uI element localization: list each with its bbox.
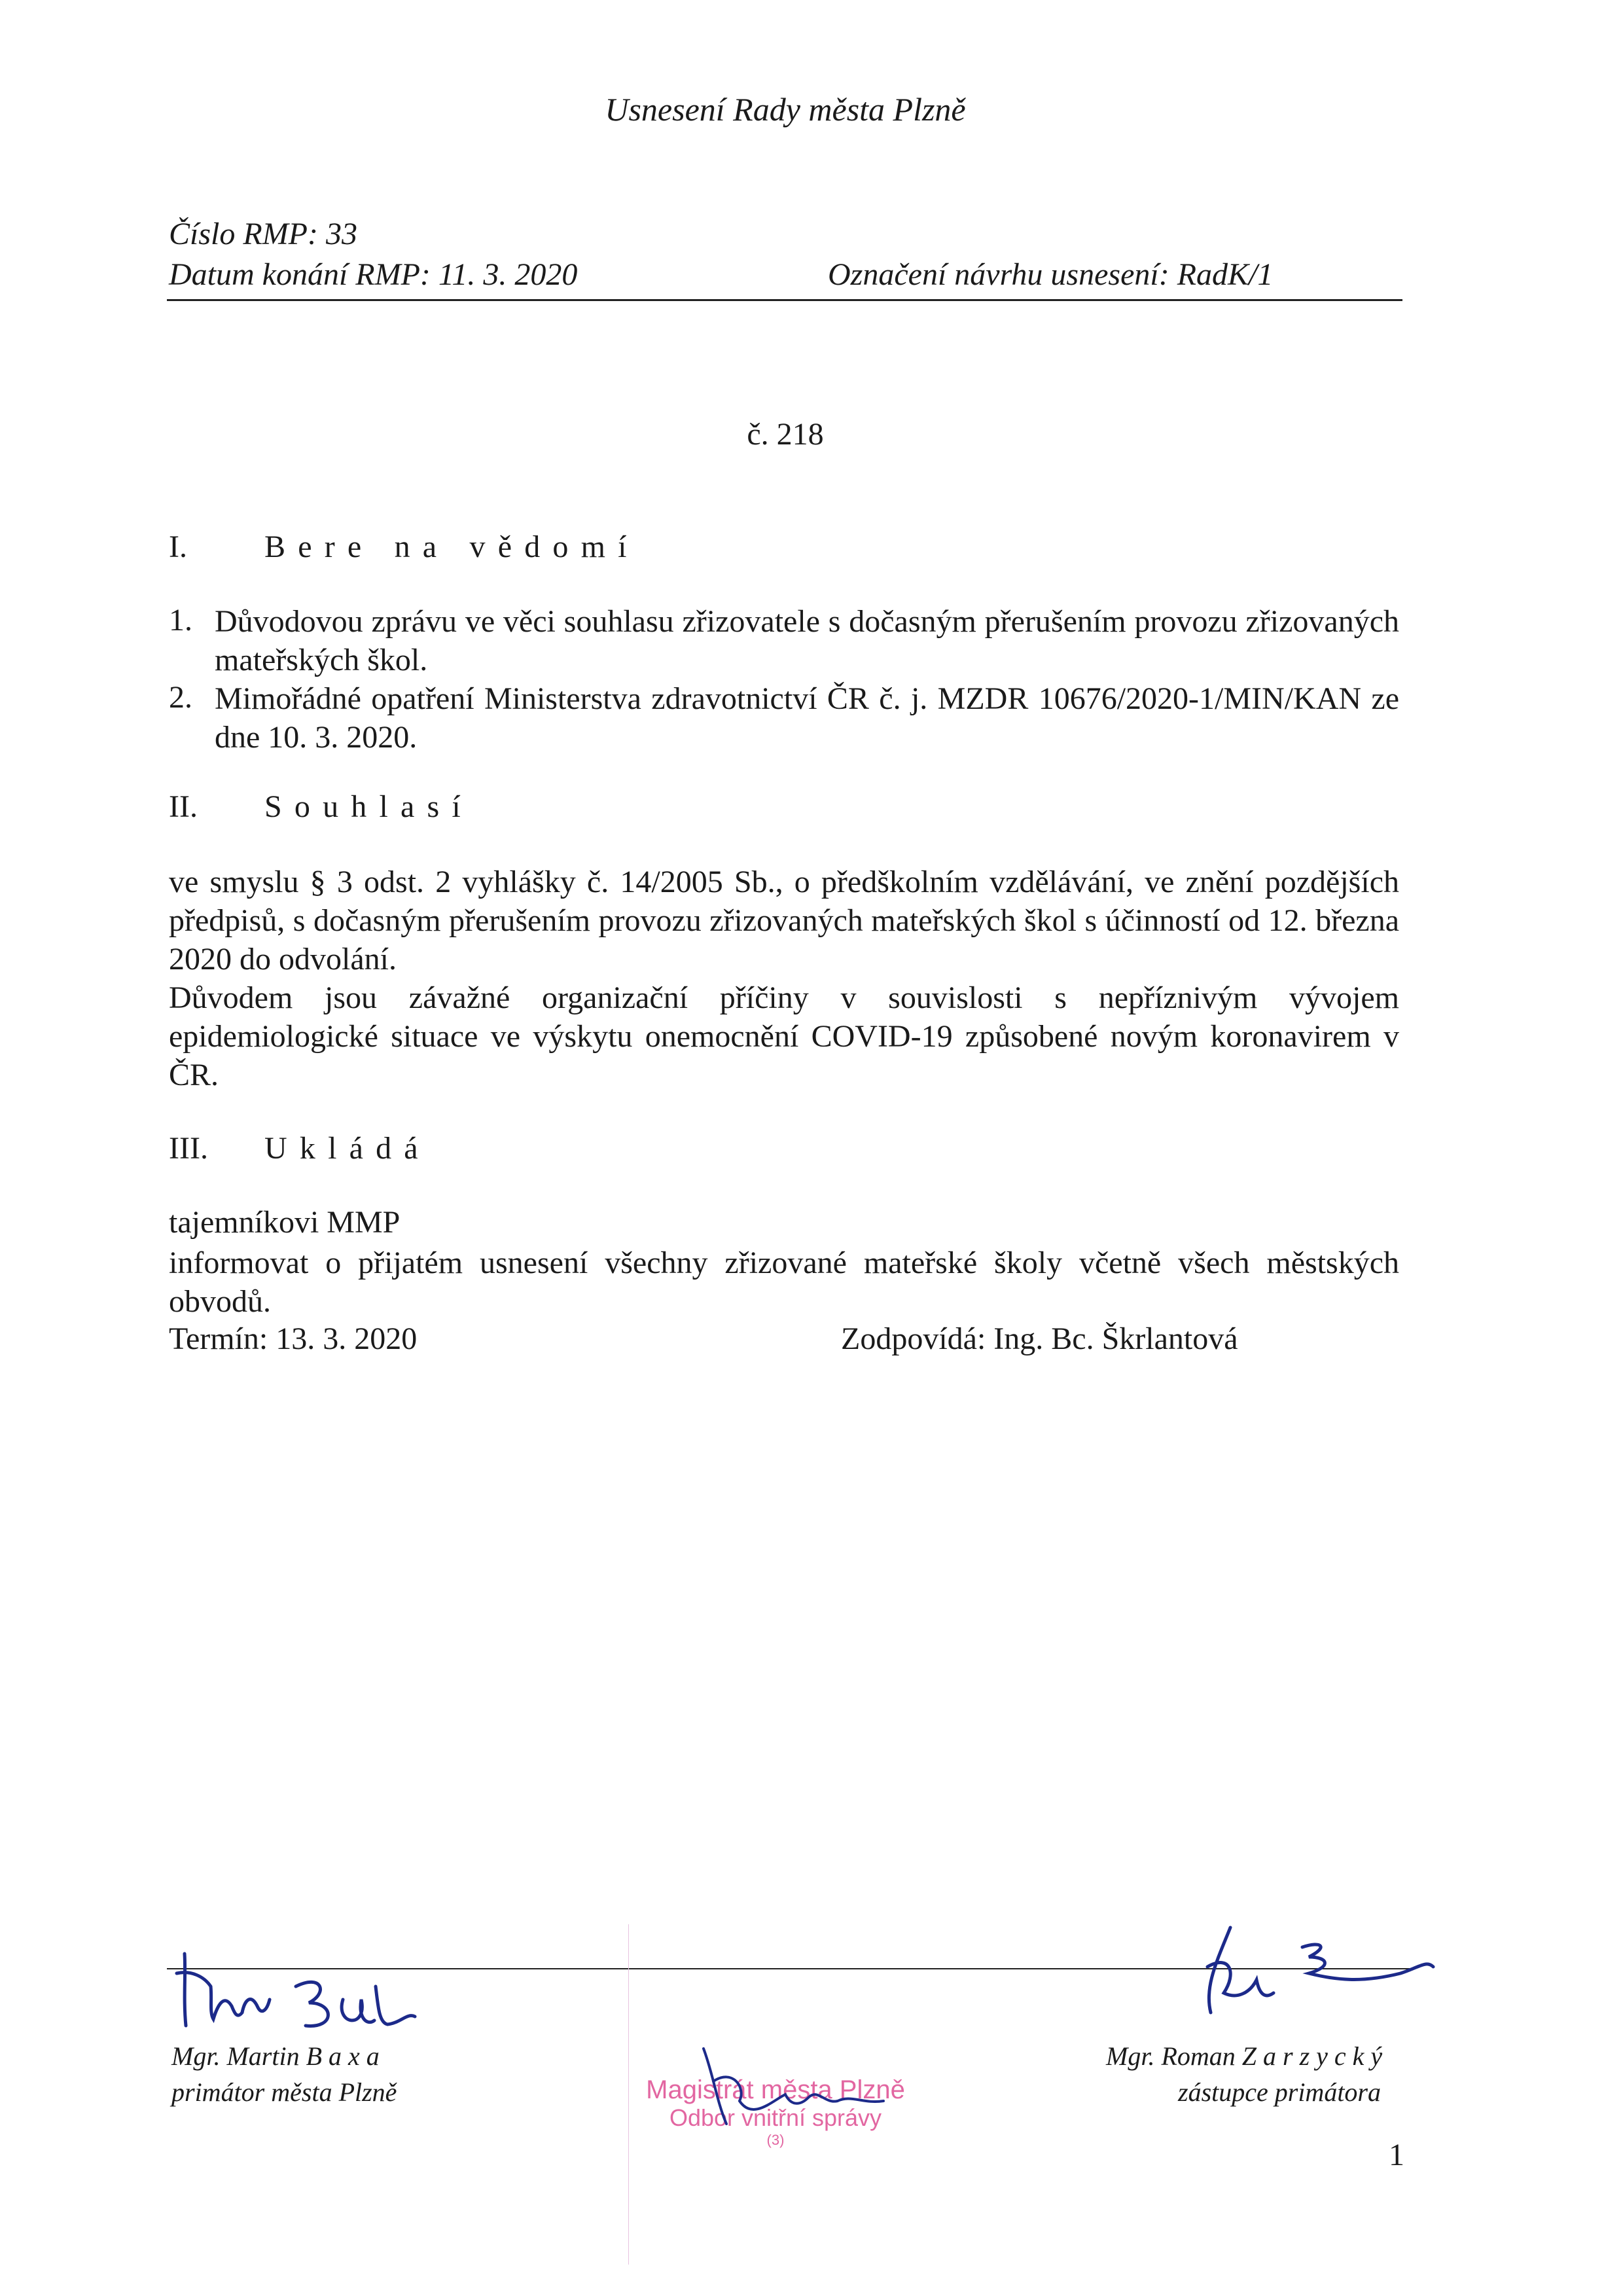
cislo-rmp: Číslo RMP: 33 — [169, 217, 357, 251]
stamp-signature — [687, 2042, 903, 2134]
section1-item1-number: 1. — [169, 603, 192, 637]
resolution-number: č. 218 — [747, 417, 824, 452]
section3-task: informovat o přijatém usnesení všechny zřizované mateřské školy včetně všech městských obvodů. — [169, 1246, 1399, 1319]
stamp-line3: (3) — [766, 2132, 785, 2148]
left-signature — [171, 1947, 433, 2052]
section1-item1-text: Důvodovou zprávu ve věci souhlasu zřizovatele s dočasným přerušením provozu zřizovaných mateřských škol. — [215, 604, 1399, 677]
left-signatory-name: Mgr. Martin B a x a — [171, 2041, 380, 2071]
header-rule — [167, 299, 1402, 301]
right-signatory-name: Mgr. Roman Z a r z y c k ý — [1106, 2041, 1383, 2071]
section3-termin: Termín: 13. 3. 2020 — [169, 1321, 418, 1356]
section3-numeral: III. — [169, 1131, 208, 1166]
stamp-line1: Magistrát města Plzně — [646, 2075, 905, 2104]
datum-konani: Datum konání RMP: 11. 3. 2020 — [169, 257, 578, 292]
document-title: Usnesení Rady města Plzně — [605, 91, 966, 128]
section1-title: Bere na vědomí — [264, 529, 639, 564]
oznaceni-navrhu: Označení návrhu usnesení: RadK/1 — [828, 257, 1274, 292]
section2-paragraph2: Důvodem jsou závažné organizační příčiny v souvislosti s nepříznivým vývojem epidemiologické situace ve výskytu onemocnění COVID-19 způsobené novým koronavirem v ČR. — [169, 980, 1399, 1092]
section2-numeral: II. — [169, 789, 198, 824]
left-signatory-role: primátor města Plzně — [171, 2077, 397, 2107]
right-signature — [1191, 1921, 1453, 2045]
right-signatory-role: zástupce primátora — [1178, 2077, 1381, 2107]
section2-title: Souhlasí — [264, 789, 473, 824]
stamp-line2: Odbor vnitřní správy — [669, 2104, 882, 2131]
section3-addressee: tajemníkovi MMP — [169, 1205, 401, 1240]
section3-title: Ukládá — [264, 1131, 431, 1166]
section1-item2-number: 2. — [169, 680, 192, 715]
section2-paragraph1: ve smyslu § 3 odst. 2 vyhlášky č. 14/2005 Sb., o předškolním vzdělávání, ve znění pozdějších předpisů, s dočasným přerušením provozu zřizovaných mateřských škol s účinností od 12. března 2020 do odvolání. — [169, 865, 1399, 977]
section3-zodpovida: Zodpovídá: Ing. Bc. Škrlantová — [841, 1321, 1238, 1356]
page-number: 1 — [1389, 2138, 1404, 2172]
section1-numeral: I. — [169, 529, 187, 564]
section1-item2-text: Mimořádné opatření Ministerstva zdravotnictví ČR č. j. MZDR 10676/2020-1/MIN/KAN ze dne 10. 3. 2020. — [215, 681, 1399, 755]
